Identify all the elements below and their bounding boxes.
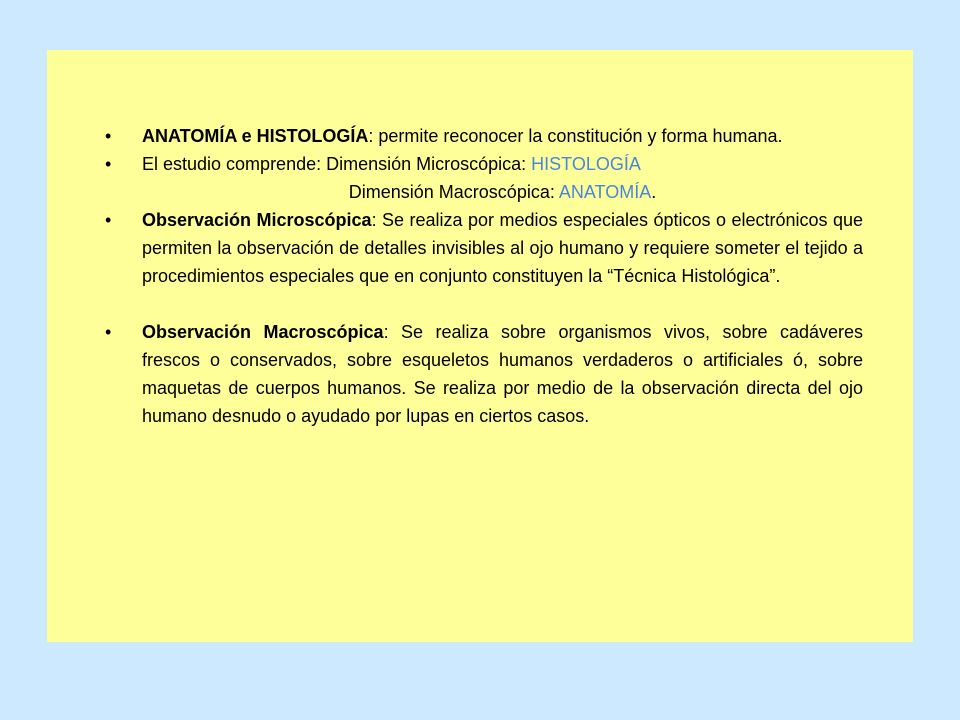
bullet-dot-icon: • [105,126,112,146]
bullet-4-text: : Se realiza sobre organismos vivos, sobre cadáveres frescos o conservados, sobre esqueletos humanos verdaderos o artificiales ó, sobre maquetas de cuerpos humanos. Se realiza por medio de la observación directa del ojo humano desnudo o ayudado por lupas en ciertos casos. [142,322,863,426]
slide-content [47,122,913,430]
continuation-tail: . [651,182,657,202]
spacer [95,290,863,318]
continuation-line [95,178,863,206]
bullet-item-observacion-macroscopica [95,318,863,430]
continuation-highlight: ANATOMÍA [558,182,652,202]
continuation-text: Dimensión Macroscópica: [348,182,559,202]
bullet-dot-icon: • [105,210,112,230]
bullet-item-observacion-microscopica [95,206,863,290]
bullet-1-text: : permite reconocer la constitución y forma humana. [368,126,783,146]
slide-panel [47,50,913,642]
bullet-3-text: : Se realiza por medios especiales ópticos o electrónicos que permiten la observación de detalles invisibles al ojo humano y requiere someter el tejido a procedimientos especiales que en conjunto constituyen la “Técnica Histológica”. [142,210,864,286]
bullet-4-bold-term: Observación Macroscópica [142,322,384,342]
bullet-1-bold-term: ANATOMÍA e HISTOLOGÍA [142,126,369,146]
bullet-item-anatomia-histologia [95,122,863,150]
bullet-2-highlight: HISTOLOGÍA [531,154,641,174]
bullet-dot-icon: • [105,154,112,174]
bullet-item-estudio-comprende [95,150,863,178]
bullet-dot-icon: • [105,322,112,342]
bullet-2-text: El estudio comprende: Dimensión Microscópica: [142,154,532,174]
bullet-3-bold-term: Observación Microscópica [142,210,372,230]
